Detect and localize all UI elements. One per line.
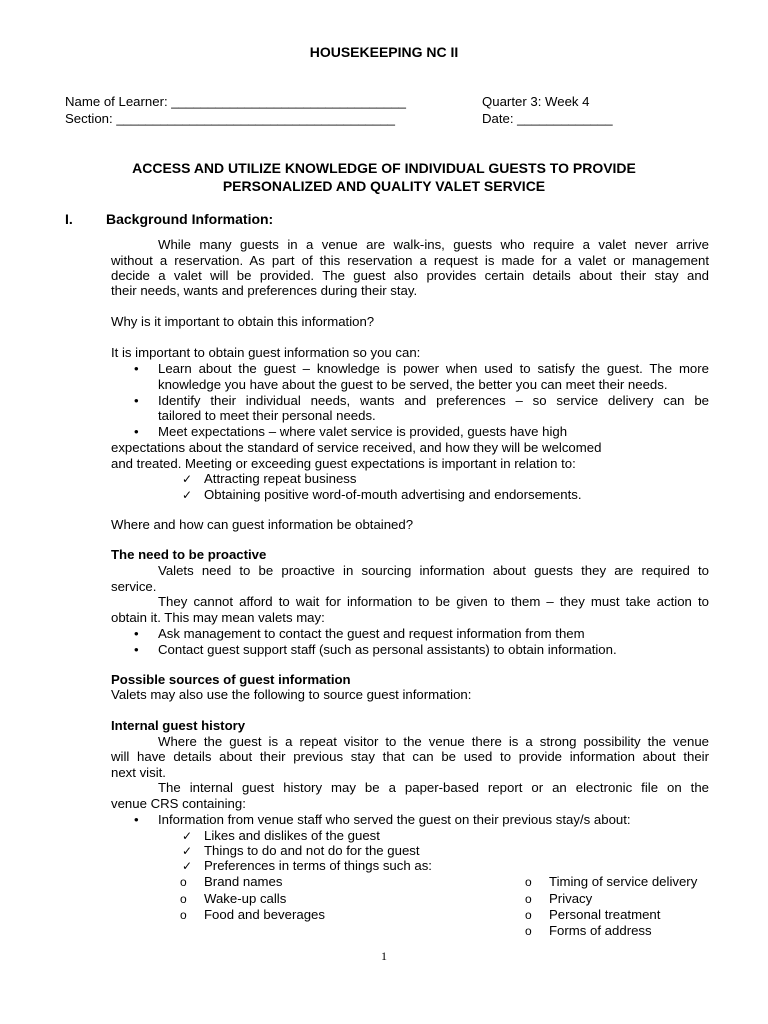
page-number: 1 xyxy=(381,949,387,963)
preference-item: o Forms of address xyxy=(549,923,652,939)
section-field: Section: ______________________________________ xyxy=(65,111,396,126)
bullet-venue-staff-info: • Information from venue staff who served the guest on their previous stay/s about: xyxy=(158,812,631,828)
history-line: venue CRS containing: xyxy=(111,796,246,811)
intro-line: While many guests in a venue are walk-ins, guests who require a valet never arrive xyxy=(158,237,709,252)
history-line: Where the guest is a repeat visitor to the venue there is a strong possibility the venue xyxy=(158,734,709,749)
history-line: next visit. xyxy=(111,765,166,780)
question-where-how: Where and how can guest information be obtained? xyxy=(111,517,414,532)
check-item: ✓ Obtaining positive word-of-mouth advertising and endorsements. xyxy=(204,487,582,503)
quarter-label: Quarter 3: Week 4 xyxy=(482,94,590,109)
bullet-learn-about-guest: • Learn about the guest – knowledge is power when used to satisfy the guest. The more xyxy=(158,361,709,377)
sources-text: Valets may also use the following to source guest information: xyxy=(111,687,472,702)
proactive-line: service. xyxy=(111,579,157,594)
intro-line: their needs, wants and preferences during their stay. xyxy=(111,283,418,298)
check-item: ✓ Preferences in terms of things such as: xyxy=(204,858,432,874)
preference-item: o Privacy xyxy=(549,891,592,907)
bullet-continuation: and treated. Meeting or exceeding guest expectations is important in relation to: xyxy=(111,456,576,471)
proactive-line: They cannot afford to wait for information to be given to them – they must take action to xyxy=(158,594,709,609)
subheading-proactive: The need to be proactive xyxy=(111,547,267,562)
section-heading: Background Information: xyxy=(106,211,274,227)
bullet-contact-support-staff: • Contact guest support staff (such as personal assistants) to obtain information. xyxy=(158,642,617,658)
section-numeral: I. xyxy=(65,211,73,227)
date-field: Date: _____________ xyxy=(482,111,613,126)
preference-item: o Timing of service delivery xyxy=(549,874,697,890)
subheading-guest-history: Internal guest history xyxy=(111,718,246,733)
preference-item: o Personal treatment xyxy=(549,907,660,923)
intro-line: decide a valet will be provided. The guest also provides certain details about their stay and xyxy=(111,268,709,283)
bullet-identify-needs: • Identify their individual needs, wants and preferences – so service delivery can be xyxy=(158,393,709,409)
proactive-line: Valets need to be proactive in sourcing information about guests they are required to xyxy=(158,563,709,578)
proactive-line: obtain it. This may mean valets may: xyxy=(111,610,325,625)
preference-item: o Food and beverages xyxy=(204,907,325,923)
bullet-ask-management: • Ask management to contact the guest and request information from them xyxy=(158,626,585,642)
check-item: ✓ Things to do and not do for the guest xyxy=(204,843,420,859)
history-line: will have details about their previous stay that can be used to provide information about their xyxy=(111,749,709,764)
intro-line: without a reservation. As part of this reservation a request is made for a valet or management xyxy=(111,253,709,268)
bullet-continuation: knowledge you have about the guest to be served, the better you can meet their needs. xyxy=(158,377,668,392)
history-line: The internal guest history may be a paper-based report or an electronic file on the xyxy=(158,780,709,795)
check-item: ✓ Attracting repeat business xyxy=(204,471,356,487)
bullet-meet-expectations: • Meet expectations – where valet service is provided, guests have high xyxy=(158,424,567,440)
check-item: ✓ Likes and dislikes of the guest xyxy=(204,828,380,844)
course-title: HOUSEKEEPING NC II xyxy=(309,44,459,60)
main-title-line-2: PERSONALIZED AND QUALITY VALET SERVICE xyxy=(222,178,546,194)
question-why-important: Why is it important to obtain this information? xyxy=(111,314,375,329)
preference-item: o Wake-up calls xyxy=(204,891,286,907)
preference-item: o Brand names xyxy=(204,874,282,890)
name-of-learner-field: Name of Learner: ________________________________ xyxy=(65,94,406,109)
subheading-sources: Possible sources of guest information xyxy=(111,672,351,687)
bullet-continuation: tailored to meet their personal needs. xyxy=(158,408,376,423)
main-title-line-1: ACCESS AND UTILIZE KNOWLEDGE OF INDIVIDUAL GUESTS TO PROVIDE xyxy=(132,160,636,176)
answer-intro: It is important to obtain guest information so you can: xyxy=(111,345,421,360)
bullet-continuation: expectations about the standard of service received, and how they will be welcomed xyxy=(111,440,602,455)
